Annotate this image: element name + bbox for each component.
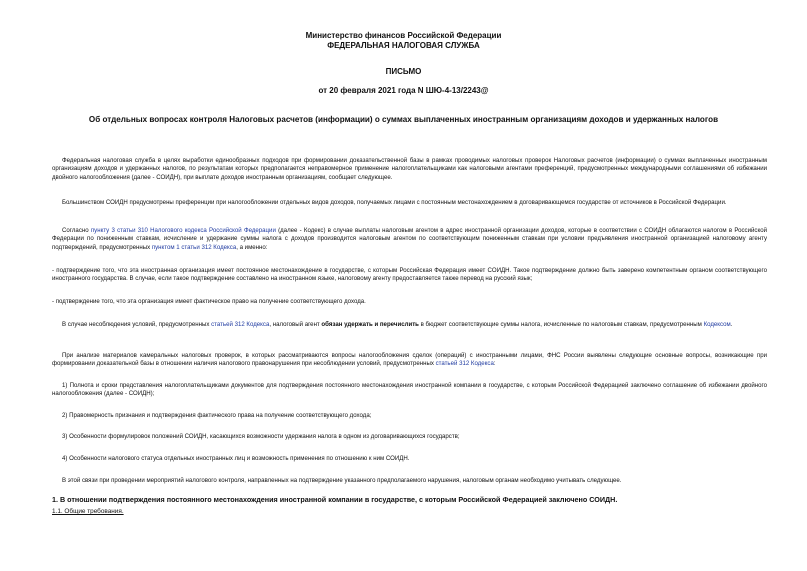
ministry-name: Министерство финансов Российской Федерации: [305, 31, 502, 40]
text-fragment: .: [730, 321, 733, 328]
text-fragment: Согласно: [62, 227, 91, 234]
text-fragment: (далее - Кодекс) в случае выплаты налоговым агентом в адрес иностранной организации доходов, которые в соответствии с СОИДН облагаются налогом в Российской Федерации по пониженным ставкам, исчисление и удержание суммы налога с доходов производится налоговым агентом по соответствующим пониженным ставкам при условии предъявления иностранной организацией налоговому агенту подтверждений, предусмотренных: [52, 227, 767, 251]
text-fragment: , налоговый агент: [269, 321, 322, 328]
text-fragment: В случае несоблюдения условий, предусмотренных: [62, 321, 212, 328]
link-article-312-p1[interactable]: пунктом 1 статьи 312 Кодекса: [151, 243, 237, 251]
text-fragment: в бюджет соответствующие суммы налога, исчисленные по налоговым ставкам, предусмотренным: [418, 321, 704, 328]
list-item-2: 2) Правомерность признания и подтверждения фактического права на получение соответствующего дохода;: [62, 412, 372, 419]
bold-obligation: обязан удержать и перечислить: [321, 321, 419, 328]
list-item-1: 1) Полнота и сроки представления налогоплательщиками документов для подтверждения постоянного местонахождения иностранной компании в государстве, с которым Российской Федерацией заключено соглашение об избежании двойного налогообложения (далее - СОИДН);: [52, 382, 767, 398]
section-1-heading: 1. В отношении подтверждения постоянного местонахождения иностранной компании в государстве, с которым Российской Федерацией заключено СОИДН.: [52, 495, 618, 504]
subsection-1-1-heading[interactable]: 1.1. Общие требования.: [52, 508, 124, 515]
paragraph-conclusion: В этой связи при проведении мероприятий налогового контроля, направленных на подтверждение указанного предполагаемого нарушения, налоговым органам необходимо учитывать следующее.: [62, 477, 622, 484]
paragraph-preferences: Большинством СОИДН предусмотрены преференции при налогообложении отдельных видов доходов, получаемых лицами с постоянным местонахождением в договаривающемся государстве от источников в Российской Федерации.: [62, 199, 727, 206]
text-fragment: , а именно:: [236, 243, 268, 251]
link-article-312-analysis[interactable]: статьей 312 Кодекса: [435, 360, 494, 368]
paragraph-beneficial-owner: - подтверждение того, что эта организация имеет фактическое право на получение соответствующего дохода.: [52, 298, 366, 305]
link-code[interactable]: Кодексом: [703, 321, 731, 328]
list-item-4: 4) Особенности налогового статуса отдельных иностранных лиц и возможность применения по отношению к ним СОИДН.: [62, 455, 410, 462]
list-item-3: 3) Особенности формулировок положений СОИДН, касающихся возможности удержания налога в одном из договаривающихся государств;: [62, 433, 460, 440]
service-name: ФЕДЕРАЛЬНАЯ НАЛОГОВАЯ СЛУЖБА: [327, 41, 480, 50]
document-title: Об отдельных вопросах контроля Налоговых расчетов (информации) о суммах выплаченных иностранным организациям доходов и удержанных налогов: [88, 115, 719, 124]
paragraph-analysis: [52, 352, 767, 369]
paragraph-non-compliance: [52, 321, 767, 329]
link-article-310[interactable]: пункту 3 статьи 310 Налогового кодекса Российской Федерации: [90, 227, 276, 234]
link-article-312[interactable]: статьей 312 Кодекса: [211, 321, 270, 328]
paragraph-article-310: [52, 227, 767, 252]
paragraph-intro: Федеральная налоговая служба в целях выработки единообразных подходов при формировании доказательственной базы в рамках проводимых налоговых проверок Налоговых расчетов (информации) о суммах выплаченных иностранным организациям доходов и удержанных налогов, по результатам которых предполагается неправомерное применение налогоплательщиками как налоговыми агентами преференций, предусмотренных международными соглашениями об избежании двойного налогообложения (далее - СОИДН), при выплате доходов иностранным организациям, сообщает следующее.: [52, 157, 767, 181]
document-type: ПИСЬМО: [385, 67, 422, 76]
text-fragment: При анализе материалов камеральных налоговых проверок, в которых рассматриваются вопросы налогообложения сделок (операций) с иностранными лицами, ФНС России выявлены следующие основные вопросы, возникающие при формировании доказательной базы в отношении наличия налогового правонарушения при несоблюдении условий, предусмотренных: [52, 352, 767, 368]
document-date-number: от 20 февраля 2021 года N ШЮ-4-13/2243@: [318, 86, 489, 95]
paragraph-residence-confirmation: - подтверждение того, что эта иностранная организация имеет постоянное местонахождение в государстве, с которым Российская Федерация имеет СОИДН. Такое подтверждение должно быть заверено компетентным органом соответствующего иностранного государства. В случае, если такое подтверждение составлено на иностранном языке, налоговому агенту предоставляется также перевод на русский язык;: [52, 267, 767, 283]
text-fragment: :: [493, 360, 496, 368]
